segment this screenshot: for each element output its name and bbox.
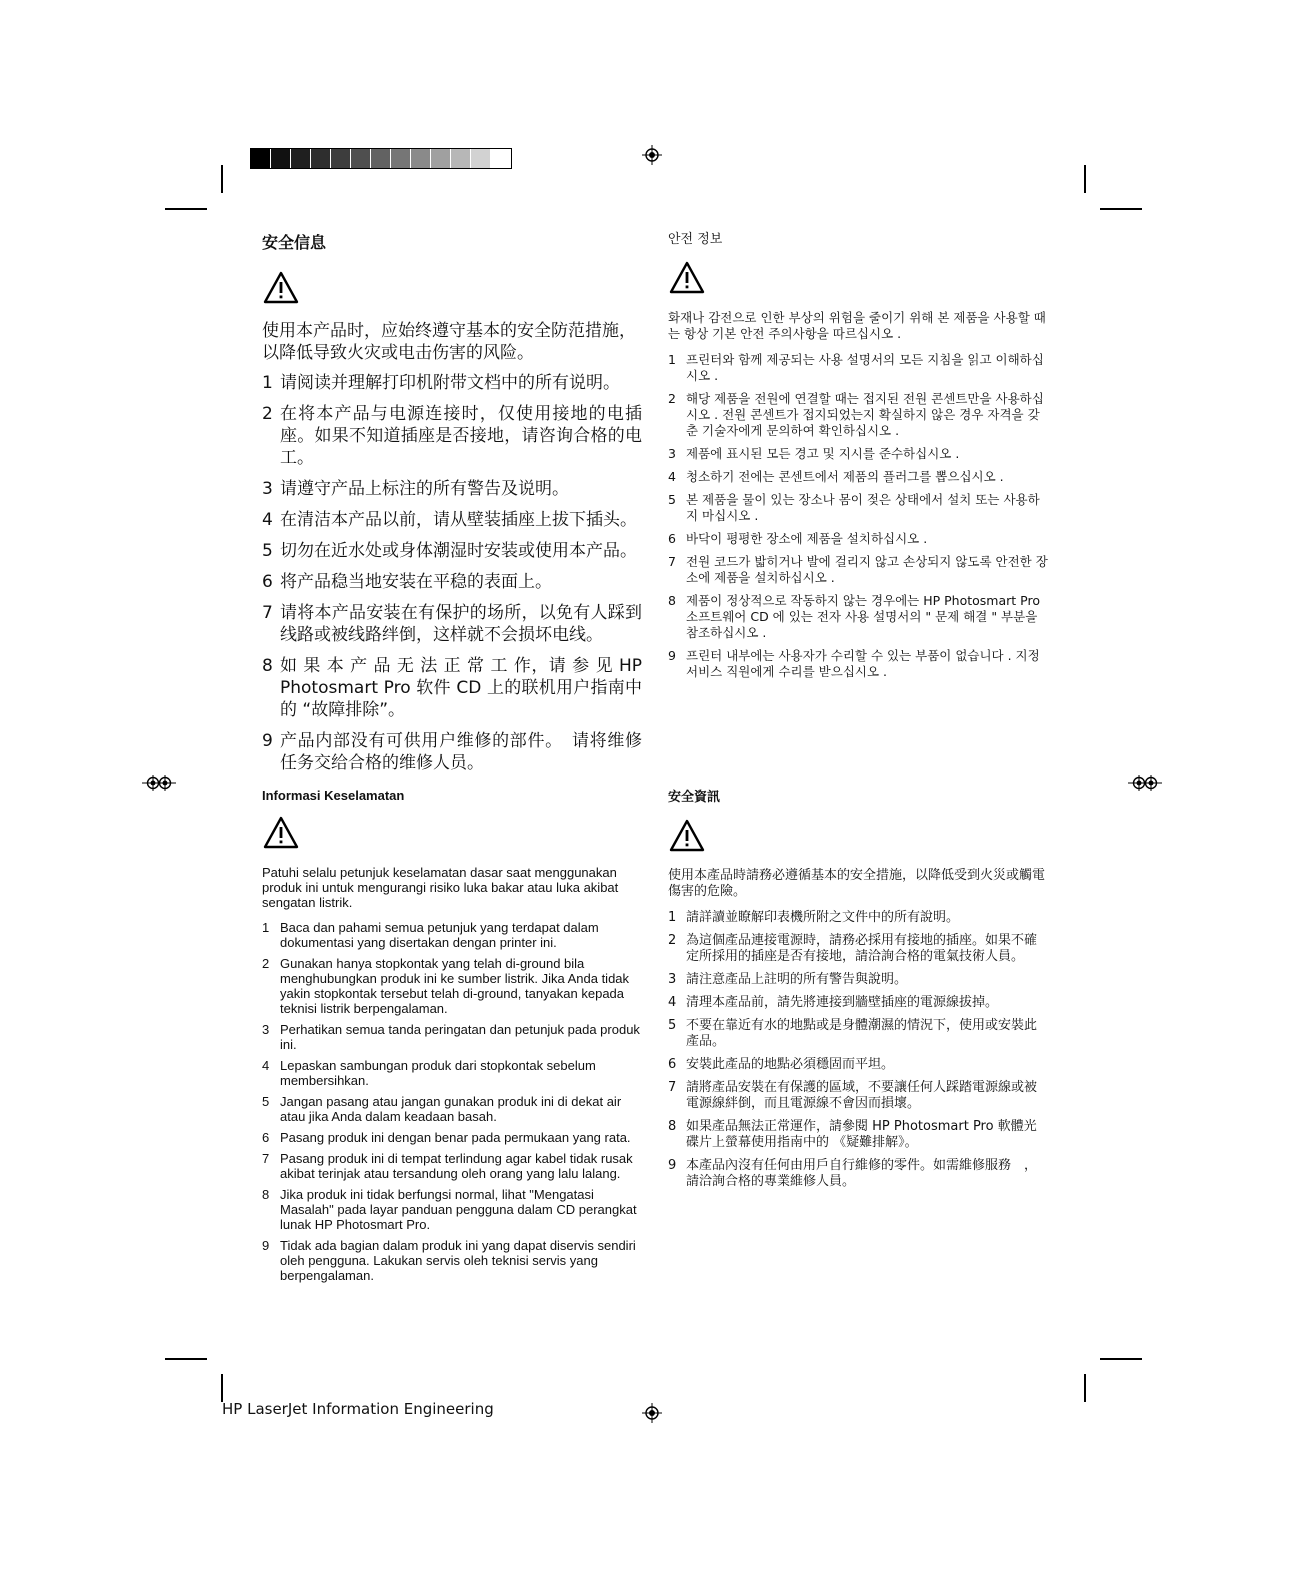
item-number: 2 [668, 391, 676, 406]
color-swatch [291, 149, 311, 168]
item-text: Jika produk ini tidak berfungsi normal, lihat "Mengatasi Masalah" pada layar panduan pengguna dalam CD perangkat lunak HP Photosmart Pro. [280, 1187, 637, 1232]
item-text: 请阅读并理解打印机附带文档中的所有说明。 [280, 373, 620, 393]
list-item [262, 1022, 640, 1052]
list-item [668, 531, 1048, 547]
item-text: 安裝此產品的地點必須穩固而平坦。 [686, 1057, 895, 1072]
item-number: 7 [668, 1080, 677, 1095]
item-text: 프린터와 함께 제공되는 사용 설명서의 모든 지침을 읽고 이해하십시오 . [686, 352, 1044, 383]
item-number: 5 [668, 1018, 677, 1033]
item-text: 본 제품을 물이 있는 장소나 몸이 젖은 상태에서 설치 또는 사용하지 마십시오 . [686, 492, 1040, 523]
item-number: 1 [262, 373, 273, 393]
safety-list [262, 920, 640, 1283]
crop-mark [1084, 165, 1086, 193]
item-text: 請注意產品上註明的所有警告與說明。 [686, 972, 908, 987]
section-title: 安全信息 [262, 233, 327, 252]
item-text: 如 果 本 产 品 无 法 正 常 工 作，请 参 见 HP Photosmart Pro 软件 CD 上的联机用户指南中的 “故障排除”。 [280, 656, 642, 720]
list-item [262, 1058, 640, 1088]
item-text: 不要在靠近有水的地點或是身體潮濕的情況下，使用或安裝此產品。 [686, 1018, 1038, 1049]
list-item [262, 1094, 640, 1124]
list-item [668, 1057, 1048, 1073]
warning-triangle-icon [262, 270, 300, 306]
intro-text: 使用本产品时，应始终遵守基本的安全防范措施，以降低导致火灾或电击伤害的风险。 [262, 321, 636, 363]
list-item [262, 602, 642, 646]
section-title: Informasi Keselamatan [262, 788, 405, 803]
safety-list [668, 910, 1048, 1190]
list-item [262, 372, 642, 394]
list-item [668, 1119, 1048, 1151]
list-item [668, 593, 1048, 641]
list-item [262, 509, 642, 531]
item-text: 청소하기 전에는 콘센트에서 제품의 플러그를 뽑으십시오 . [686, 469, 1004, 484]
crop-mark [221, 1374, 223, 1402]
list-item [668, 446, 1048, 462]
color-swatch [491, 149, 511, 168]
item-text: 清理本產品前，請先將連接到牆壁插座的電源線拔掉。 [686, 995, 999, 1010]
item-number: 3 [668, 446, 676, 461]
item-number: 2 [262, 404, 273, 424]
crop-mark [1100, 1358, 1142, 1360]
item-text: 전원 코드가 밟히거나 발에 걸리지 않고 손상되지 않도록 안전한 장소에 제품을 설치하십시오 . [686, 554, 1048, 585]
item-number: 6 [668, 1057, 677, 1072]
item-text: Pasang produk ini dengan benar pada permukaan yang rata. [280, 1130, 631, 1145]
safety-section-zh-tw [668, 790, 1048, 1197]
item-number: 4 [668, 995, 677, 1010]
item-number: 6 [668, 531, 676, 546]
list-item [668, 469, 1048, 485]
item-text: 請詳讀並瞭解印表機所附之文件中的所有說明。 [686, 910, 960, 925]
color-calibration-bar [250, 148, 512, 169]
item-number: 9 [668, 648, 676, 663]
item-number: 5 [668, 492, 676, 507]
registration-mark-icon [1128, 773, 1162, 793]
intro-text: Patuhi selalu petunjuk keselamatan dasar saat menggunakan produk ini untuk mengurangi risiko luka bakar atau luka akibat sengatan listrik. [262, 865, 619, 910]
item-number: 8 [262, 1187, 270, 1202]
item-number: 5 [262, 541, 273, 561]
list-item [668, 492, 1048, 524]
item-text: 바닥이 평평한 장소에 제품을 설치하십시오 . [686, 531, 928, 546]
item-text: 请遵守产品上标注的所有警告及说明。 [280, 479, 569, 499]
list-item [668, 1158, 1048, 1190]
item-text: 如果產品無法正常運作，請參閱 HP Photosmart Pro 軟體光碟片上螢幕使用指南中的 《疑難排解》。 [686, 1119, 1037, 1150]
item-text: 請將產品安裝在有保護的區域，不要讓任何人踩踏電源線或被電源線絆倒，而且電源線不會因而損壞。 [686, 1080, 1038, 1111]
crop-mark [221, 165, 223, 193]
item-text: 제품에 표시된 모든 경고 및 지시를 준수하십시오 . [686, 446, 960, 461]
list-item [668, 933, 1048, 965]
safety-list [262, 372, 642, 774]
list-item [262, 920, 640, 950]
list-item [668, 995, 1048, 1011]
item-text: 해당 제품을 전원에 연결할 때는 접지된 전원 콘센트만을 사용하십시오 . 전원 콘센트가 접지되었는지 확실하지 않은 경우 자격을 갖춘 기술자에게 문의하여 확인하십시오 . [686, 391, 1044, 438]
item-number: 3 [262, 479, 273, 499]
item-number: 1 [262, 920, 270, 935]
list-item [668, 972, 1048, 988]
item-text: Perhatikan semua tanda peringatan dan petunjuk pada produk ini. [280, 1022, 640, 1052]
safety-section-ko [668, 232, 1048, 687]
registration-mark-icon [142, 773, 176, 793]
item-number: 9 [668, 1158, 677, 1173]
item-text: 為這個產品連接電源時，請務必採用有接地的插座。如果不確定所採用的插座是否有接地，請洽詢合格的電氣技術人員。 [686, 933, 1038, 964]
list-item [262, 1151, 640, 1181]
item-number: 8 [668, 593, 676, 608]
color-swatch [311, 149, 331, 168]
list-item [668, 352, 1048, 384]
item-number: 7 [262, 603, 273, 623]
item-number: 8 [668, 1119, 677, 1134]
safety-section-id [262, 788, 640, 1289]
item-number: 6 [262, 1130, 270, 1145]
safety-list [668, 352, 1048, 680]
item-text: Jangan pasang atau jangan gunakan produk ini di dekat air atau jika Anda dalam keadaan basah. [280, 1094, 622, 1124]
list-item [668, 554, 1048, 586]
list-item [262, 956, 640, 1016]
item-text: 请将本产品安装在有保护的场所，以免有人踩到线路或被线路绊倒，这样就不会损坏电线。 [280, 603, 642, 645]
item-text: 在清洁本产品以前，请从壁装插座上拔下插头。 [280, 510, 637, 530]
warning-triangle-icon [668, 260, 706, 296]
item-text: 제품이 정상적으로 작동하지 않는 경우에는 HP Photosmart Pro 소프트웨어 CD 에 있는 전자 사용 설명서의 " 문제 해결 " 부분을 참조하십시오 . [686, 593, 1040, 640]
color-swatch [411, 149, 431, 168]
color-swatch [431, 149, 451, 168]
item-number: 5 [262, 1094, 270, 1109]
color-swatch [271, 149, 291, 168]
color-swatch [351, 149, 371, 168]
item-text: Lepaskan sambungan produk dari stopkontak sebelum membersihkan. [280, 1058, 596, 1088]
color-swatch [251, 149, 271, 168]
list-item [262, 403, 642, 469]
list-item [262, 730, 642, 774]
crop-mark [165, 208, 207, 210]
warning-triangle-icon [668, 818, 706, 854]
item-number: 6 [262, 572, 273, 592]
item-number: 3 [262, 1022, 270, 1037]
list-item [262, 571, 642, 593]
list-item [668, 391, 1048, 439]
item-number: 4 [262, 510, 273, 530]
item-text: 프린터 내부에는 사용자가 수리할 수 있는 부품이 없습니다 . 지정 서비스 직원에게 수리를 받으십시오 . [686, 648, 1040, 679]
item-text: Baca dan pahami semua petunjuk yang terdapat dalam dokumentasi yang disertakan dengan printer ini. [280, 920, 599, 950]
list-item [668, 1080, 1048, 1112]
item-text: 本產品內沒有任何由用戶自行維修的零件。如需維修服務 ，請洽詢合格的專業維修人員。 [686, 1158, 1038, 1189]
list-item [262, 1238, 640, 1283]
crop-mark [165, 1358, 207, 1360]
item-text: Gunakan hanya stopkontak yang telah di-ground bila menghubungkan produk ini ke sumber listrik. Jika Anda tidak yakin stopkontak tersebut telah di-ground, tanyakan kepada teknisi listrik berpengalaman. [280, 956, 630, 1016]
color-swatch [371, 149, 391, 168]
item-number: 2 [668, 933, 677, 948]
color-swatch [471, 149, 491, 168]
list-item [262, 655, 642, 721]
footer-text: HP LaserJet Information Engineering [222, 1400, 494, 1418]
list-item [262, 478, 642, 500]
item-text: Tidak ada bagian dalam produk ini yang dapat diservis sendiri oleh pengguna. Lakukan servis oleh teknisi servis yang berpengalaman. [280, 1238, 636, 1283]
list-item [262, 540, 642, 562]
warning-triangle-icon [262, 815, 300, 851]
list-item [668, 648, 1048, 680]
item-number: 1 [668, 910, 677, 925]
safety-section-zh-cn [262, 232, 642, 783]
item-number: 3 [668, 972, 677, 987]
crop-mark [1100, 208, 1142, 210]
list-item [262, 1187, 640, 1232]
color-swatch [391, 149, 411, 168]
item-number: 2 [262, 956, 270, 971]
item-text: 在将本产品与电源连接时，仅使用接地的电插座。如果不知道插座是否接地，请咨询合格的电工。 [280, 404, 642, 468]
intro-text: 화재나 감전으로 인한 부상의 위험을 줄이기 위해 본 제품을 사용할 때는 항상 기본 안전 주의사항을 따르십시오 . [668, 310, 1046, 341]
list-item [668, 1018, 1048, 1050]
item-number: 8 [262, 656, 273, 676]
item-text: 将产品稳当地安装在平稳的表面上。 [280, 572, 552, 592]
item-text: Pasang produk ini di tempat terlindung agar kabel tidak rusak akibat terinjak atau tersandung oleh orang yang lalu lalang. [280, 1151, 633, 1181]
item-number: 4 [668, 469, 676, 484]
crop-mark [1084, 1374, 1086, 1402]
registration-mark-icon [642, 1403, 662, 1423]
item-number: 9 [262, 1238, 270, 1253]
color-swatch [451, 149, 471, 168]
item-number: 4 [262, 1058, 270, 1073]
item-number: 9 [262, 731, 273, 751]
intro-text: 使用本產品時請務必遵循基本的安全措施，以降低受到火災或觸電傷害的危險。 [668, 868, 1046, 899]
registration-mark-icon [642, 145, 662, 165]
item-text: 产品内部没有可供用户维修的部件。 请将维修任务交给合格的维修人员。 [280, 731, 642, 773]
list-item [262, 1130, 640, 1145]
item-number: 1 [668, 352, 676, 367]
item-number: 7 [262, 1151, 270, 1166]
item-text: 切勿在近水处或身体潮湿时安装或使用本产品。 [280, 541, 637, 561]
section-title: 安全資訊 [668, 790, 721, 805]
color-swatch [331, 149, 351, 168]
item-number: 7 [668, 554, 676, 569]
section-title: 안전 정보 [668, 232, 723, 247]
list-item [668, 910, 1048, 926]
